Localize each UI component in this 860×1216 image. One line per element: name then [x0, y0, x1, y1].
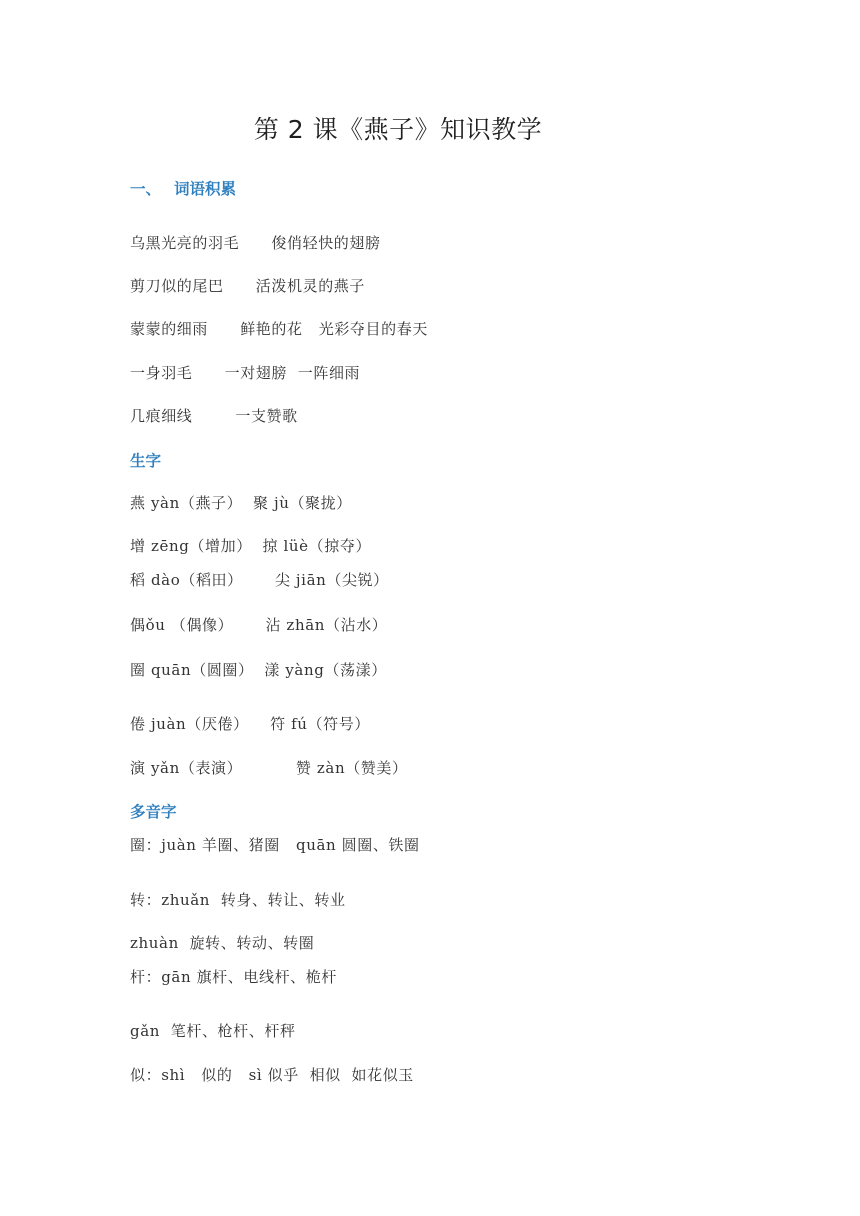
section-heading-new-characters: 生字 [130, 452, 162, 470]
section-label: 词语积累 [174, 180, 237, 198]
polyphonic-line: 杆：gān 旗杆、电线杆、桅杆 [130, 968, 337, 986]
polyphonic-line: 似：shì 似的 sì 似乎 相似 如花似玉 [130, 1066, 414, 1084]
character-line: 增 zēng（增加） 掠 lüè（掠夺） [130, 537, 372, 555]
polyphonic-line: gǎn 笔杆、枪杆、杆秤 [130, 1022, 296, 1040]
polyphonic-line: 圈：juàn 羊圈、猪圈 quān 圆圈、铁圈 [130, 836, 420, 854]
section-number: 一、 [130, 180, 162, 198]
section-heading-vocabulary [130, 177, 236, 199]
page-title: 第 2 课《燕子》知识教学 [253, 115, 543, 144]
character-line: 偶ǒu （偶像） 沾 zhān（沾水） [130, 616, 388, 634]
phrase-line: 蒙蒙的细雨 鲜艳的花 光彩夺目的春天 [130, 320, 428, 338]
section-heading-polyphonic: 多音字 [130, 803, 177, 821]
polyphonic-line: zhuàn 旋转、转动、转圈 [130, 934, 315, 952]
character-line: 演 yǎn（表演） 赞 zàn（赞美） [130, 759, 408, 777]
phrase-line: 剪刀似的尾巴 活泼机灵的燕子 [130, 277, 366, 295]
phrase-line: 乌黑光亮的羽毛 俊俏轻快的翅膀 [130, 234, 381, 252]
character-line: 倦 juàn（厌倦） 符 fú（符号） [130, 715, 370, 733]
phrase-line: 几痕细线 一支赞歌 [130, 407, 298, 425]
character-line: 稻 dào（稻田） 尖 jiān（尖锐） [130, 571, 389, 589]
polyphonic-line: 转：zhuǎn 转身、转让、转业 [130, 891, 346, 909]
phrase-line: 一身羽毛 一对翅膀 一阵细雨 [130, 364, 361, 382]
character-line: 圈 quān（圆圈） 漾 yàng（荡漾） [130, 661, 387, 679]
character-line: 燕 yàn（燕子） 聚 jù（聚拢） [130, 494, 352, 512]
